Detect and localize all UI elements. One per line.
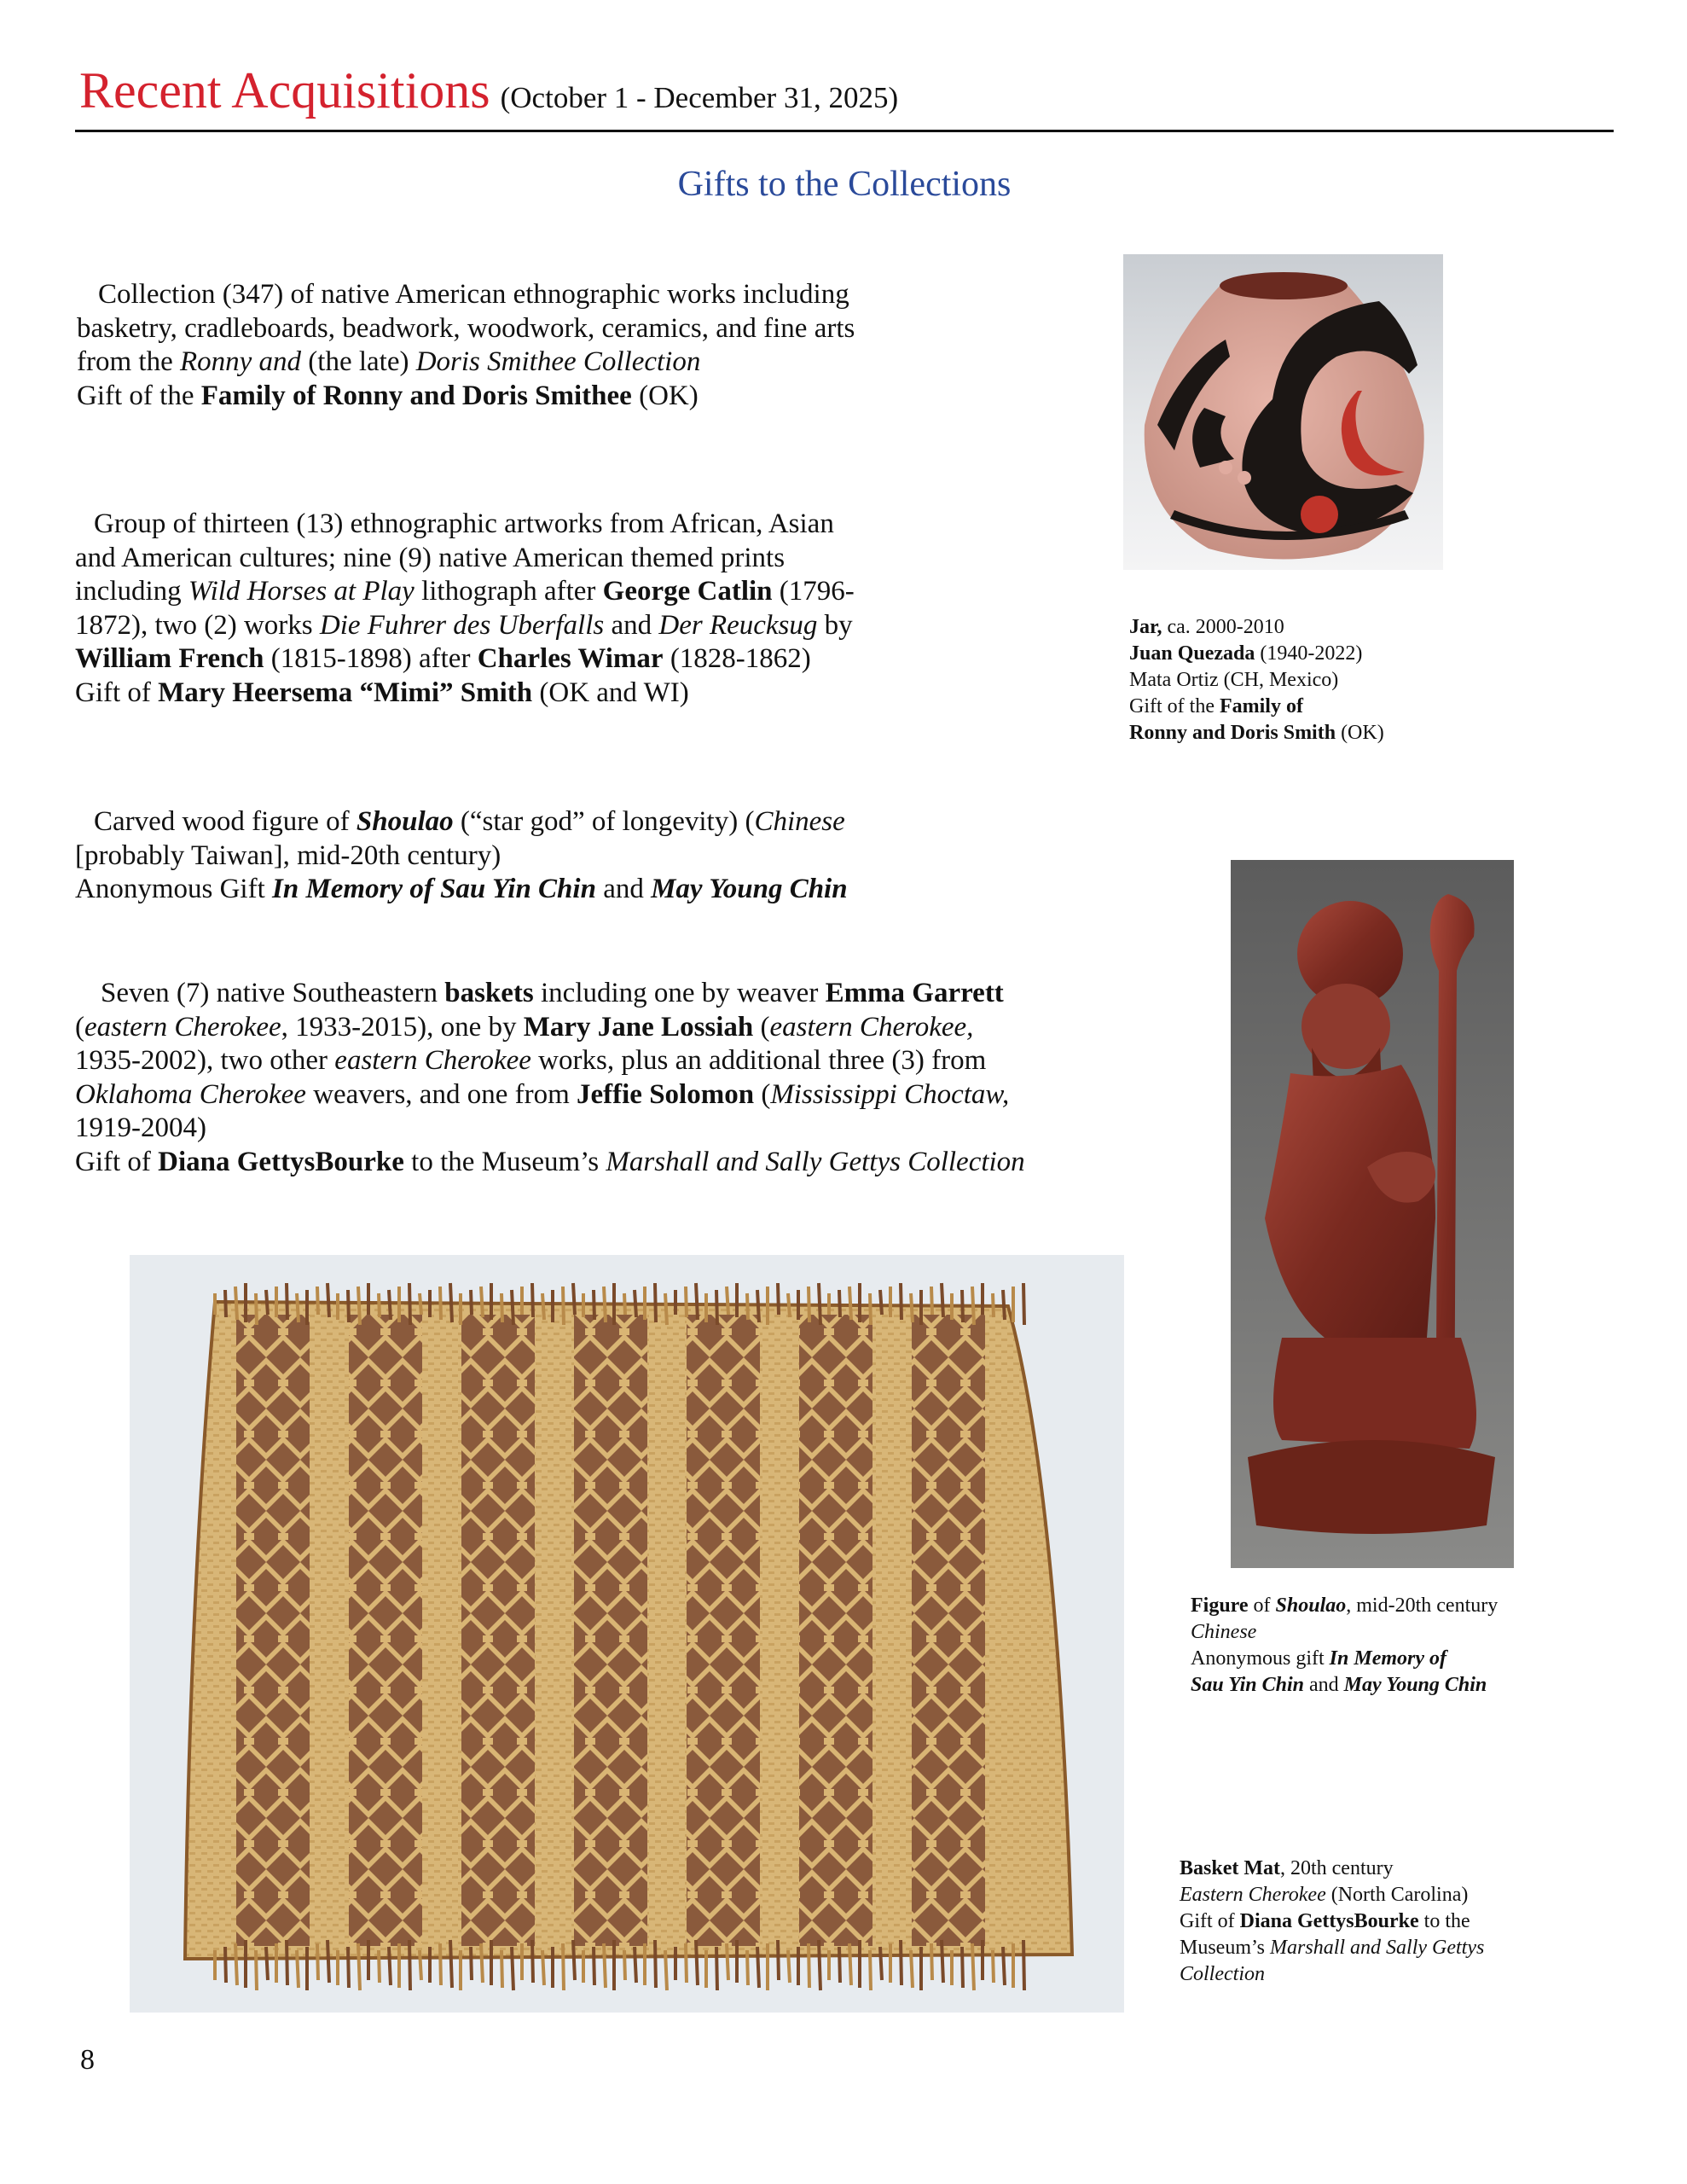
text-run: including xyxy=(75,576,188,607)
text-run: weavers, and one from xyxy=(305,1078,577,1110)
text-run: Gift of xyxy=(75,677,159,708)
text-line xyxy=(1191,1619,1498,1646)
basket-fringe xyxy=(604,1287,606,1322)
text-line xyxy=(77,346,1092,380)
emphasis-text: Emma Garrett xyxy=(825,978,1004,1008)
text-run: (North Carolina) xyxy=(1325,1884,1469,1906)
basket-fringe xyxy=(348,1947,349,1988)
basket-fringe xyxy=(440,1943,441,1985)
page-title xyxy=(79,61,898,120)
emphasis-text: baskets xyxy=(444,978,534,1008)
basket-fringe xyxy=(819,1940,820,1990)
basket-fringe xyxy=(573,1283,575,1315)
basket-fringe xyxy=(225,1290,226,1317)
emphasis-text: Basket Mat xyxy=(1180,1857,1280,1879)
basket-fringe xyxy=(931,1287,932,1315)
basket-fringe xyxy=(665,1950,667,1990)
basket-mat-photo-icon xyxy=(130,1255,1124,2013)
text-line xyxy=(77,312,1092,346)
basket-fringe xyxy=(512,1290,513,1325)
emphasis-text: Sau Yin Chin xyxy=(1191,1674,1304,1696)
basket-pattern-stripe xyxy=(912,1315,985,1946)
text-run: (OK and WI) xyxy=(532,677,689,708)
emphasis-text: Family of xyxy=(1219,695,1303,717)
basket-fringe xyxy=(757,1290,759,1322)
entry-southeastern-baskets xyxy=(75,977,1090,1179)
basket-fringe xyxy=(317,1943,318,1980)
entry-ethnographic-group xyxy=(75,508,1090,710)
basket-fringe xyxy=(266,1290,268,1315)
basket-fringe xyxy=(481,1943,483,1983)
text-run: works, plus an additional three (3) from xyxy=(530,1045,987,1076)
emphasis-text: May Young Chin xyxy=(651,874,848,904)
basket-fringe xyxy=(563,1287,564,1325)
basket-fringe xyxy=(235,1943,237,1985)
emphasis-text: George Catlin xyxy=(602,576,773,607)
basket-pattern-stripe xyxy=(799,1315,872,1946)
text-line xyxy=(1129,641,1384,667)
emphasis-text: Doris Smithee Collection xyxy=(415,346,701,377)
basket-fringe xyxy=(696,1940,698,1985)
basket-fringe xyxy=(532,1940,533,1983)
text-line xyxy=(1191,1672,1498,1699)
basket-fringe xyxy=(501,1293,502,1322)
text-line xyxy=(1180,1856,1484,1882)
basket-fringe xyxy=(266,1947,268,1980)
basket-fringe xyxy=(962,1290,963,1322)
basket-fringe xyxy=(686,1287,687,1317)
emphasis-text: Oklahoma Cherokee xyxy=(75,1078,306,1110)
basket-fringe xyxy=(389,1290,391,1320)
basket-fringe xyxy=(880,1947,882,1980)
emphasis-text: Ronny and Doris Smith xyxy=(1129,722,1336,744)
emphasis-text: eastern Cherokee, xyxy=(769,1011,974,1043)
text-run: Group of thirteen (13) ethnographic artworks from African, Asian xyxy=(94,508,834,539)
emphasis-text: Shoulao xyxy=(1275,1594,1347,1617)
basket-fringe xyxy=(1003,1290,1005,1320)
jar-photo-icon xyxy=(1123,254,1443,570)
text-run: ( xyxy=(753,1011,770,1043)
basket-fringe xyxy=(471,1290,472,1315)
basket-fringe xyxy=(942,1940,943,1983)
text-run: by xyxy=(817,609,853,641)
basket-fringe xyxy=(256,1293,257,1325)
text-run: (1828-1862) xyxy=(663,643,811,674)
basket-fringe xyxy=(379,1293,380,1317)
emphasis-text: Die Fuhrer des Uberfalls xyxy=(319,609,605,641)
basket-pattern-stripe xyxy=(236,1315,310,1946)
text-run: to the xyxy=(1418,1910,1470,1932)
basket-fringe xyxy=(972,1943,974,1990)
basket-fringe xyxy=(962,1947,963,1988)
emphasis-text: In Memory of Sau Yin Chin xyxy=(272,874,596,904)
text-run: , mid-20th century xyxy=(1346,1594,1499,1617)
section-title: Gifts to the Collections xyxy=(677,165,1012,204)
emphasis-text: Der Reucksug xyxy=(658,609,818,641)
basket-fringe xyxy=(778,1940,779,1980)
text-run: and American cultures; nine (9) native American themed prints xyxy=(75,542,786,573)
basket-fringe xyxy=(635,1290,636,1317)
emphasis-text: Jeffie Solomon xyxy=(577,1078,755,1110)
basket-fringe xyxy=(409,1283,410,1325)
text-run: , 20th century xyxy=(1279,1857,1394,1879)
text-line xyxy=(1129,614,1384,641)
text-run: of xyxy=(1248,1594,1276,1617)
text-run: from the xyxy=(77,346,180,377)
basket-fringe xyxy=(778,1283,779,1315)
emphasis-text: William French xyxy=(75,643,264,674)
basket-pattern-stripe xyxy=(687,1315,760,1946)
emphasis-text: eastern Cherokee xyxy=(334,1045,531,1076)
emphasis-text: Marshall and Sally Gettys xyxy=(1270,1937,1485,1959)
basket-fringe xyxy=(788,1950,790,1983)
text-line xyxy=(1180,1882,1484,1908)
text-run: Museum’s xyxy=(1180,1937,1271,1959)
basket-fringe xyxy=(450,1940,452,1988)
text-line xyxy=(75,1078,1090,1112)
basket-fringe xyxy=(716,1290,717,1325)
basket-fringe xyxy=(993,1950,994,1983)
text-run: Collection (347) of native American ethnographic works including xyxy=(98,279,849,310)
basket-fringe xyxy=(696,1283,698,1320)
basket-fringe xyxy=(686,1943,687,1983)
basket-fringe xyxy=(849,1287,851,1320)
emphasis-text: eastern Cherokee xyxy=(84,1011,281,1043)
basket-fringe xyxy=(870,1293,871,1325)
basket-fringe xyxy=(225,1947,226,1983)
text-line xyxy=(1180,1961,1484,1988)
basket-fringe xyxy=(727,1943,728,1980)
basket-fringe xyxy=(297,1950,299,1988)
page-number: 8 xyxy=(80,2044,95,2076)
emphasis-text: Wild Horses at Play xyxy=(188,576,415,607)
text-run: 1872), two (2) works xyxy=(75,609,320,641)
basket-caption xyxy=(1180,1856,1484,1988)
basket-fringe xyxy=(788,1293,790,1317)
text-run: (OK) xyxy=(1336,722,1384,744)
text-run: lithograph after xyxy=(414,576,603,607)
text-run: basketry, cradleboards, beadwork, woodwork, ceramics, and fine arts xyxy=(77,312,855,344)
text-run: ( xyxy=(75,1011,84,1043)
emphasis-text: Chinese xyxy=(754,806,845,837)
entry-smithee-collection xyxy=(77,278,1092,413)
text-run: Gift of xyxy=(1180,1910,1240,1932)
basket-fringe xyxy=(880,1290,882,1315)
basket-fringe xyxy=(993,1293,994,1317)
basket-fringe xyxy=(727,1287,728,1315)
text-run: (1815-1898) after xyxy=(264,643,478,674)
text-line xyxy=(75,677,1090,711)
text-run: 1935-2002), two other xyxy=(75,1045,335,1076)
basket-fringe xyxy=(747,1293,748,1320)
basket-fringe xyxy=(481,1287,483,1317)
emphasis-text: Jar, xyxy=(1129,616,1162,638)
text-run: to the Museum’s xyxy=(403,1146,606,1177)
basket-fringe xyxy=(911,1293,913,1322)
text-line xyxy=(75,575,1090,609)
jar-photo xyxy=(1123,254,1443,570)
text-run: including one by weaver xyxy=(533,978,826,1008)
figure-caption xyxy=(1191,1593,1498,1699)
basket-fringe xyxy=(235,1287,237,1320)
text-run: Seven (7) native Southeastern xyxy=(101,978,445,1008)
basket-fringe xyxy=(348,1290,349,1322)
text-run: (1940-2022) xyxy=(1255,642,1363,665)
basket-fringe xyxy=(716,1947,717,1990)
basket-pattern-stripe xyxy=(574,1315,647,1946)
basket-fringe xyxy=(849,1943,851,1985)
text-run: Gift of the xyxy=(1129,695,1220,717)
text-line xyxy=(75,977,1090,1011)
emphasis-text: Family of Ronny and Doris Smithee xyxy=(200,380,632,411)
text-run: ( xyxy=(754,1078,771,1110)
text-line xyxy=(77,380,1092,414)
text-run: Mata Ortiz (CH, Mexico) xyxy=(1129,669,1339,691)
basket-pattern-stripe xyxy=(461,1315,535,1946)
basket-fringe xyxy=(624,1293,625,1315)
text-run: and xyxy=(595,874,652,904)
figure-photo-icon xyxy=(1231,860,1514,1568)
emphasis-text: In Memory of xyxy=(1329,1647,1447,1670)
basket-fringe xyxy=(256,1950,257,1990)
entry-shoulao-figure xyxy=(75,805,1090,907)
emphasis-text: Charles Wimar xyxy=(477,643,664,674)
text-run: (“star god” of longevity) ( xyxy=(453,806,755,837)
basket-fringe xyxy=(911,1950,913,1988)
emphasis-text: Mary Heersema “Mimi” Smith xyxy=(158,677,533,708)
text-run: (OK) xyxy=(631,380,699,411)
basket-fringe xyxy=(542,1950,544,1985)
text-run: Gift of xyxy=(75,1146,159,1177)
text-line xyxy=(75,1146,1090,1180)
text-run: ca. 2000-2010 xyxy=(1162,616,1284,638)
text-line xyxy=(1180,1935,1484,1961)
text-run: and xyxy=(604,609,659,641)
basket-fringe xyxy=(604,1943,606,1988)
basket-fringe xyxy=(358,1943,360,1990)
basket-fringe xyxy=(655,1940,656,1988)
basket-fringe xyxy=(655,1283,656,1322)
text-run: (1796- xyxy=(772,576,855,607)
emphasis-text: Ronny and xyxy=(179,346,302,377)
date-range: (October 1 - December 31, 2025) xyxy=(500,81,899,114)
basket-fringe xyxy=(440,1287,441,1320)
text-line xyxy=(75,1044,1090,1078)
basket-fringe xyxy=(542,1293,544,1320)
emphasis-text: May Young Chin xyxy=(1343,1674,1487,1696)
text-run: Anonymous Gift xyxy=(75,874,272,904)
basket-fringe xyxy=(747,1950,748,1985)
text-line xyxy=(75,1112,1090,1146)
emphasis-text: Collection xyxy=(1180,1963,1265,1985)
text-line xyxy=(1129,720,1384,746)
text-line xyxy=(1129,667,1384,694)
basket-fringe xyxy=(573,1940,575,1980)
emphasis-text: Shoulao xyxy=(356,806,454,837)
text-line xyxy=(1180,1908,1484,1935)
header-rule xyxy=(75,130,1614,132)
text-run: Anonymous gift xyxy=(1191,1647,1330,1670)
basket-fringe xyxy=(635,1947,636,1983)
text-line xyxy=(75,508,1090,542)
basket-fringe xyxy=(389,1947,391,1985)
figure-photo xyxy=(1231,860,1514,1568)
basket-fringe xyxy=(839,1290,840,1317)
basket-fringe xyxy=(1023,1940,1024,1990)
text-line xyxy=(75,873,1090,907)
basket-fringe xyxy=(328,1283,329,1317)
text-run: [probably Taiwan], mid-20th century) xyxy=(75,839,501,871)
text-line xyxy=(77,278,1092,312)
basket-fringe xyxy=(931,1943,932,1980)
text-run: and xyxy=(1303,1674,1344,1696)
text-line xyxy=(1191,1646,1498,1672)
basket-fringe xyxy=(297,1293,299,1322)
basket-fringe xyxy=(1003,1947,1005,1985)
emphasis-text: Marshall and Sally Gettys Collection xyxy=(606,1146,1025,1177)
text-run: , 1933-2015), one by xyxy=(281,1011,524,1043)
basket-fringe xyxy=(471,1947,472,1980)
basket-fringe xyxy=(757,1947,759,1988)
basket-fringe xyxy=(501,1950,502,1988)
emphasis-text: Diana GettysBourke xyxy=(158,1146,404,1177)
basket-fringe xyxy=(870,1950,871,1990)
basket-fringe xyxy=(972,1287,974,1325)
text-line xyxy=(75,542,1090,576)
emphasis-text: Juan Quezada xyxy=(1129,642,1255,665)
basket-fringe xyxy=(420,1950,421,1980)
basket-fringe xyxy=(317,1287,318,1315)
text-run: Carved wood figure of xyxy=(94,806,357,837)
basket-fringe xyxy=(409,1940,410,1990)
basket-fringe xyxy=(379,1950,380,1983)
basket-fringe xyxy=(563,1943,564,1990)
text-line xyxy=(1129,694,1384,720)
basket-fringe xyxy=(819,1283,820,1325)
text-line xyxy=(75,642,1090,677)
basket-fringe xyxy=(665,1293,667,1325)
emphasis-text: Figure xyxy=(1191,1594,1249,1617)
basket-pattern-stripe xyxy=(349,1315,422,1946)
text-line xyxy=(75,805,1090,839)
basket-fringe xyxy=(624,1950,625,1980)
text-run: (the late) xyxy=(301,346,416,377)
emphasis-text: Mary Jane Lossiah xyxy=(523,1011,754,1043)
text-run: Gift of the xyxy=(77,380,201,411)
text-line xyxy=(75,609,1090,643)
basket-fringe xyxy=(328,1940,329,1983)
basket-fringe xyxy=(358,1287,360,1325)
jar-caption xyxy=(1129,614,1384,746)
text-line xyxy=(75,839,1090,874)
text-run: 1919-2004) xyxy=(75,1112,206,1143)
basket-fringe xyxy=(420,1293,421,1315)
emphasis-text: Diana GettysBourke xyxy=(1239,1910,1419,1932)
basket-fringe xyxy=(512,1947,513,1990)
text-line xyxy=(75,1011,1090,1045)
emphasis-text: Chinese xyxy=(1191,1621,1257,1643)
basket-fringe xyxy=(942,1283,943,1317)
title-text: Recent Acquisitions xyxy=(79,62,490,119)
emphasis-text: Eastern Cherokee xyxy=(1180,1884,1326,1906)
basket-fringe xyxy=(839,1947,840,1983)
emphasis-text: Mississippi Choctaw, xyxy=(770,1078,1010,1110)
text-line xyxy=(1191,1593,1498,1619)
basket-mat-photo xyxy=(130,1255,1124,2013)
basket-fringe xyxy=(450,1283,452,1322)
basket-fringe xyxy=(1023,1283,1024,1325)
basket-fringe xyxy=(532,1283,533,1317)
